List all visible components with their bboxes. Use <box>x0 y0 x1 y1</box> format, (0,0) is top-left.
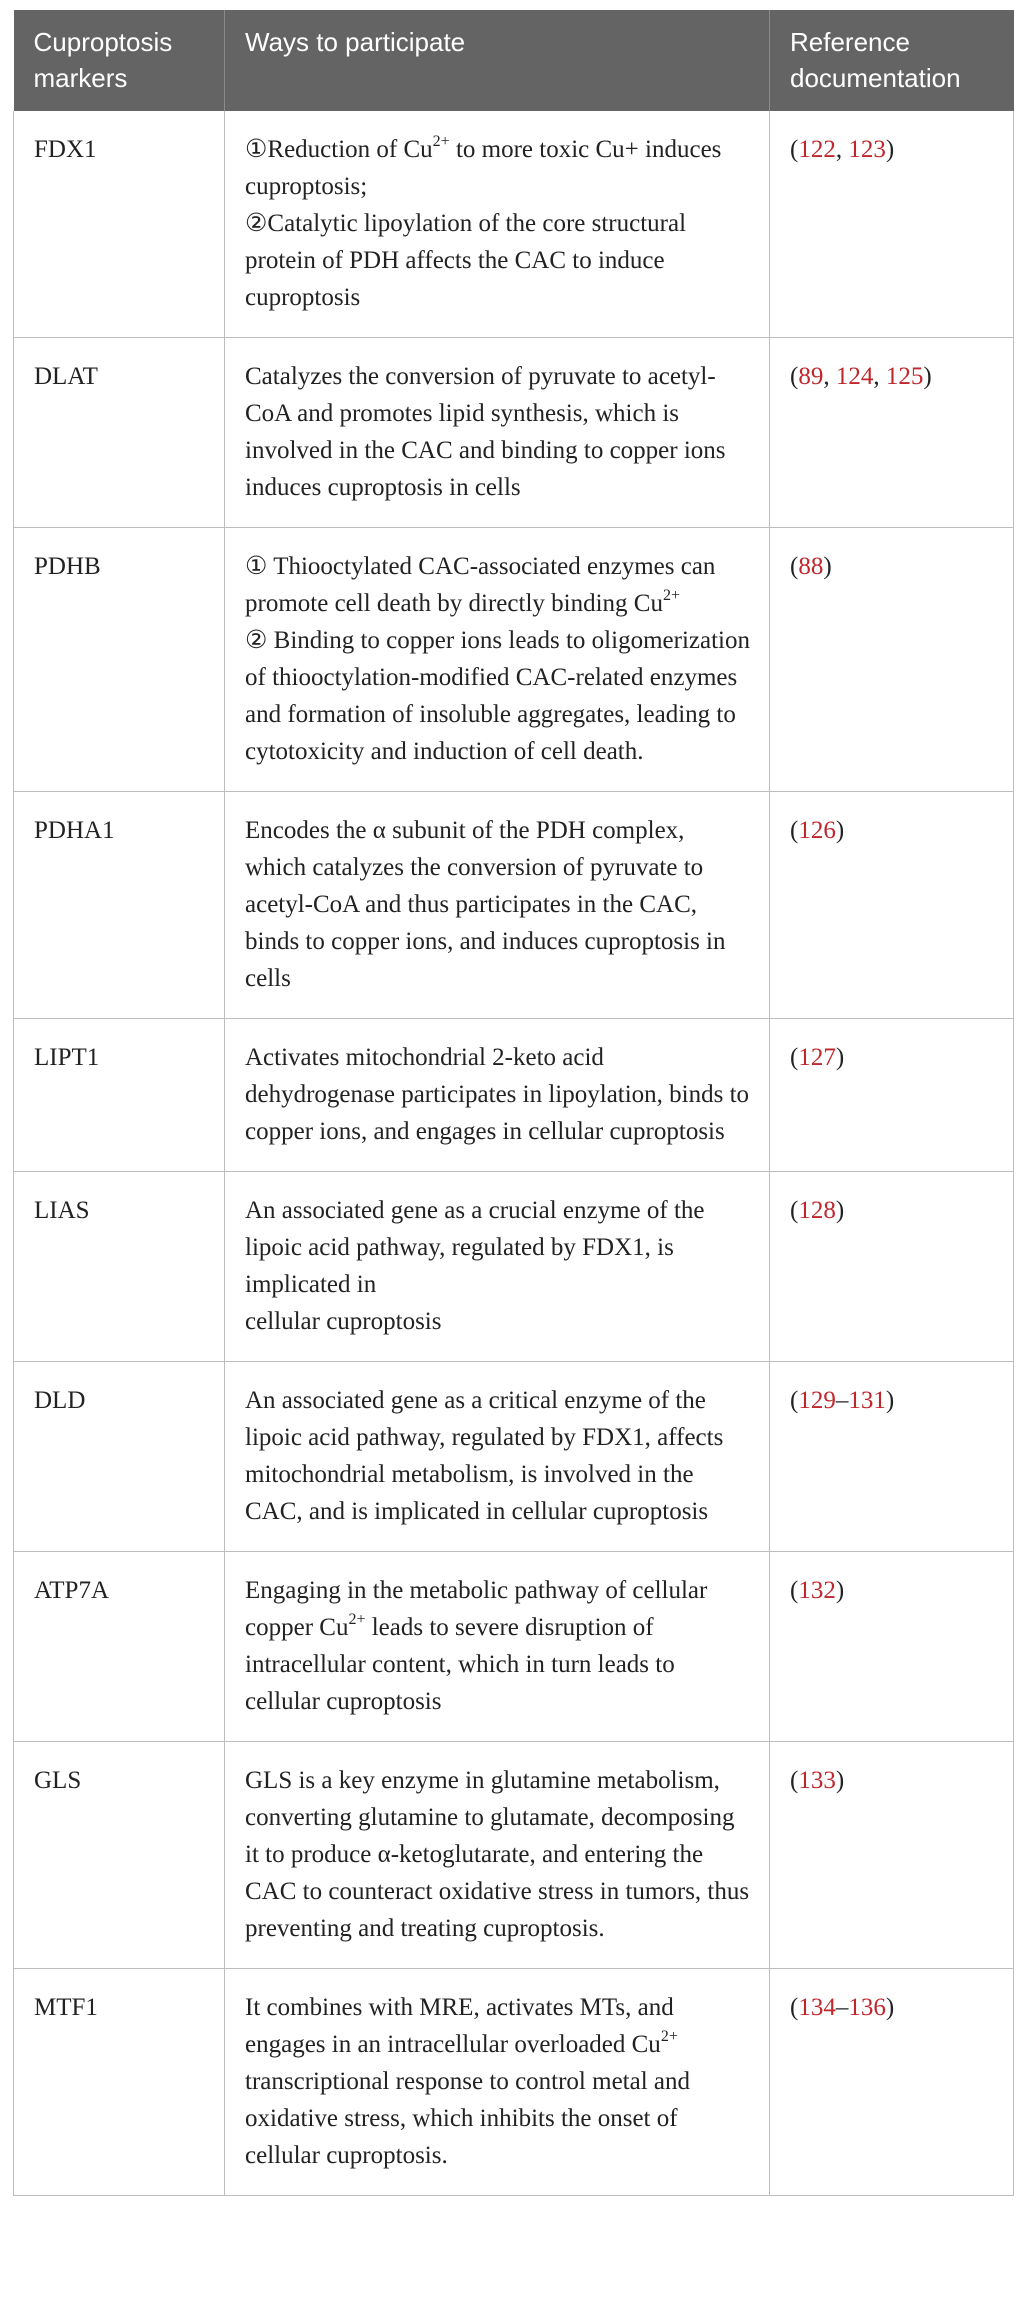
marker-cell: FDX1 <box>14 111 225 338</box>
ref-paren: ) <box>885 136 895 163</box>
marker-cell: DLAT <box>14 338 225 528</box>
marker-cell: LIAS <box>14 1172 225 1362</box>
header-markers <box>14 10 225 111</box>
marker-cell: ATP7A <box>14 1552 225 1742</box>
table-row <box>14 1019 1014 1172</box>
reference-cell <box>770 1969 1014 2196</box>
ways-cell <box>225 1969 770 2196</box>
header-reference-line1: Reference <box>790 27 910 57</box>
ref-paren: ( <box>790 553 799 580</box>
ways-cell: An associated gene as a critical enzyme of the lipoic acid pathway, regulated by FDX1, affects mitochondrial metabolism, is involved in the CAC, and is implicated in cellular cuproptosis <box>225 1362 770 1552</box>
ref-separator: – <box>835 1387 849 1414</box>
ref-paren: ( <box>790 817 799 844</box>
ref-paren: ( <box>790 1387 799 1414</box>
ways-text: cellular cuproptosis <box>245 1308 442 1335</box>
reference-link[interactable]: 128 <box>798 1197 836 1224</box>
ref-paren: ( <box>790 363 799 390</box>
ways-cell: GLS is a key enzyme in glutamine metabolism, converting glutamine to glutamate, decomposing it to produce α-ketoglutarate, and entering the CAC to counteract oxidative stress in tumors, thus preventing and treating cuproptosis. <box>225 1742 770 1969</box>
ref-paren: ) <box>923 363 932 390</box>
ref-separator: , <box>835 136 849 163</box>
table-row <box>14 792 1014 1019</box>
header-markers-line1: Cuproptosis <box>33 27 173 57</box>
table-row <box>14 1969 1014 2196</box>
header-row <box>14 10 1014 111</box>
ref-paren: ( <box>790 1577 799 1604</box>
ways-cell: Catalyzes the conversion of pyruvate to acetyl-CoA and promotes lipid synthesis, which is involved in the CAC and binding to copper ions induces cuproptosis in cells <box>225 338 770 528</box>
ways-item-1 <box>245 131 751 205</box>
reference-link[interactable]: 133 <box>798 1767 836 1794</box>
table-header <box>14 10 1014 111</box>
ways-text: ①Reduction of Cu <box>245 136 433 163</box>
header-markers-line2: markers <box>33 63 128 93</box>
reference-link[interactable]: 123 <box>848 136 886 163</box>
ways-cell: Encodes the α subunit of the PDH complex, which catalyzes the conversion of pyruvate to acetyl-CoA and thus participates in the CAC, binds to copper ions, and induces cuproptosis in cells <box>225 792 770 1019</box>
ref-paren: ) <box>835 1197 845 1224</box>
ref-paren: ( <box>790 1044 799 1071</box>
reference-link[interactable]: 126 <box>798 817 836 844</box>
ways-cell <box>225 1552 770 1742</box>
ref-paren: ( <box>790 1994 799 2021</box>
ref-separator: , <box>823 363 836 390</box>
superscript-charge: 2+ <box>348 1610 366 1628</box>
reference-link[interactable]: 132 <box>798 1577 836 1604</box>
ref-paren: ) <box>835 1044 845 1071</box>
table-row <box>14 338 1014 528</box>
reference-link[interactable]: 89 <box>798 363 824 390</box>
ways-item-2: ② Binding to copper ions leads to oligomerization of thiooctylation-modified CAC-related enzymes and formation of insoluble aggregates, leading to cytotoxicity and induction of cell death. <box>245 627 750 765</box>
reference-cell <box>770 1172 1014 1362</box>
ways-cell <box>225 111 770 338</box>
ways-text: An associated gene as a crucial enzyme of the lipoic acid pathway, regulated by FDX1, is implicated in <box>245 1197 705 1298</box>
marker-cell: PDHA1 <box>14 792 225 1019</box>
header-ways: Ways to participate <box>225 10 770 111</box>
table-row <box>14 1742 1014 1969</box>
superscript-charge: 2+ <box>432 132 450 150</box>
superscript-charge: 2+ <box>660 2027 678 2045</box>
ref-paren: ) <box>835 817 845 844</box>
ways-item-2: ②Catalytic lipoylation of the core structural protein of PDH affects the CAC to induce cuproptosis <box>245 210 687 311</box>
reference-cell <box>770 528 1014 792</box>
header-reference-line2: documentation <box>790 63 961 93</box>
ways-text: ① Thiooctylated CAC-associated enzymes can promote cell death by directly binding Cu <box>245 553 716 617</box>
table-row <box>14 1172 1014 1362</box>
ways-cell <box>225 528 770 792</box>
ways-text: It combines with MRE, activates MTs, and engages in an intracellular overloaded Cu <box>245 1994 674 2058</box>
marker-cell: GLS <box>14 1742 225 1969</box>
reference-link[interactable]: 134 <box>798 1994 836 2021</box>
reference-cell <box>770 1742 1014 1969</box>
reference-link[interactable]: 122 <box>798 136 836 163</box>
table-row <box>14 111 1014 338</box>
marker-cell: PDHB <box>14 528 225 792</box>
ways-cell: Activates mitochondrial 2-keto acid dehydrogenase participates in lipoylation, binds to copper ions, and engages in cellular cuproptosis <box>225 1019 770 1172</box>
marker-cell: DLD <box>14 1362 225 1552</box>
reference-cell <box>770 792 1014 1019</box>
reference-link[interactable]: 125 <box>885 363 924 390</box>
ref-paren: ( <box>790 1197 799 1224</box>
ways-item-1 <box>245 548 751 622</box>
ref-paren: ) <box>885 1387 895 1414</box>
superscript-charge: 2+ <box>662 586 680 604</box>
reference-link[interactable]: 136 <box>848 1994 886 2021</box>
reference-link[interactable]: 127 <box>798 1044 836 1071</box>
reference-cell <box>770 111 1014 338</box>
reference-cell <box>770 1362 1014 1552</box>
table-body <box>14 111 1014 2196</box>
reference-link[interactable]: 129 <box>798 1387 836 1414</box>
ways-text: transcriptional response to control metal and oxidative stress, which inhibits the onset of cellular cuproptosis. <box>245 2068 691 2169</box>
table-row <box>14 1552 1014 1742</box>
ways-cell <box>225 1172 770 1362</box>
reference-cell <box>770 1552 1014 1742</box>
ways-text: to more toxic Cu+ induces cuproptosis; <box>245 136 722 200</box>
ref-separator: – <box>835 1994 849 2021</box>
ref-separator: , <box>873 363 886 390</box>
ref-paren: ) <box>835 1767 845 1794</box>
ref-paren: ) <box>823 553 832 580</box>
table-row <box>14 1362 1014 1552</box>
marker-cell: LIPT1 <box>14 1019 225 1172</box>
marker-cell: MTF1 <box>14 1969 225 2196</box>
ways-text: Engaging in the metabolic pathway of cellular copper Cu <box>245 1577 708 1641</box>
table-row <box>14 528 1014 792</box>
header-reference <box>770 10 1014 111</box>
reference-link[interactable]: 124 <box>835 363 874 390</box>
ways-text: leads to severe disruption of intracellular content, which in turn leads to cellular cuproptosis <box>245 1614 675 1715</box>
reference-cell <box>770 1019 1014 1172</box>
ref-paren: ( <box>790 1767 799 1794</box>
ref-paren: ) <box>885 1994 895 2021</box>
reference-link[interactable]: 131 <box>848 1387 886 1414</box>
cuproptosis-markers-table <box>13 10 1014 2196</box>
reference-link[interactable]: 88 <box>798 553 824 580</box>
reference-cell <box>770 338 1014 528</box>
ref-paren: ( <box>790 136 799 163</box>
ref-paren: ) <box>835 1577 845 1604</box>
